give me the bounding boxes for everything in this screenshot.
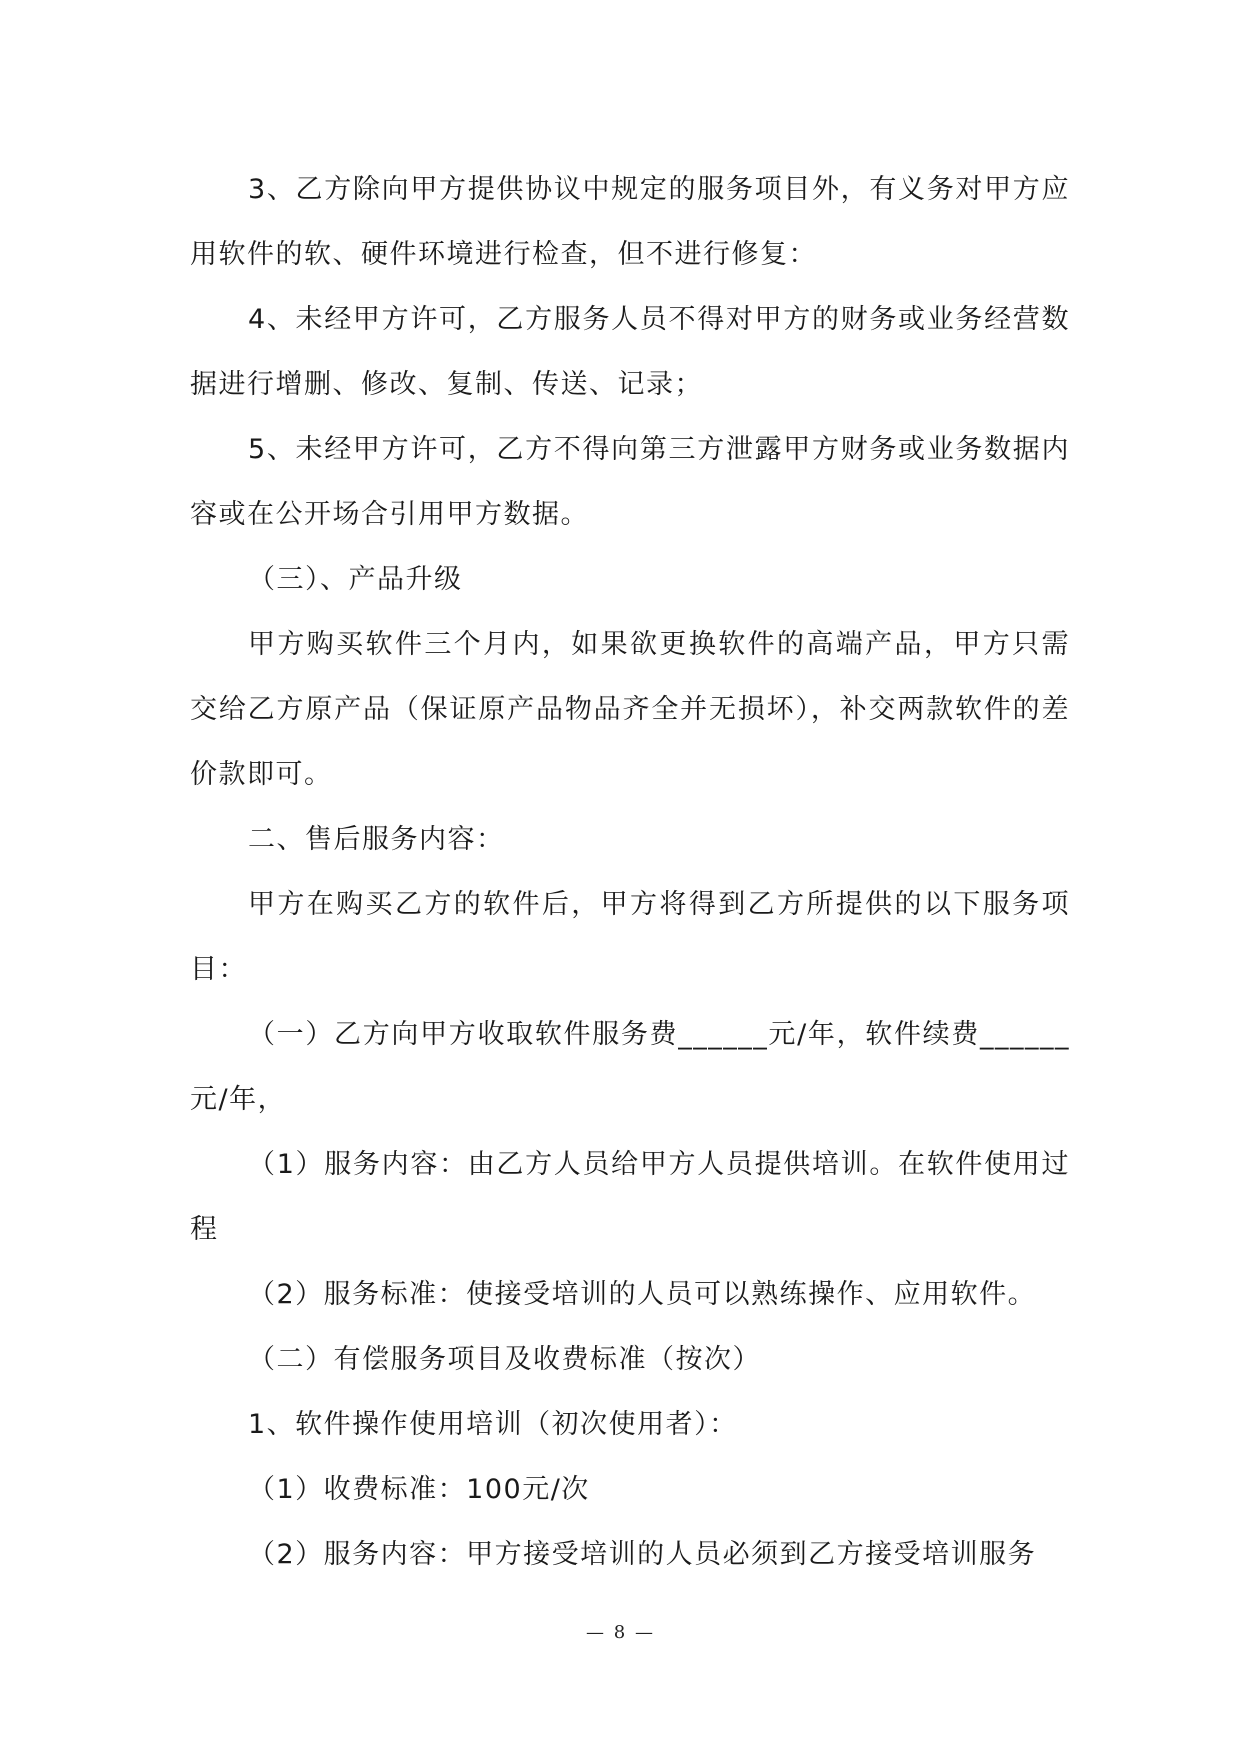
section-heading-paid-services: （二）有偿服务项目及收费标准（按次） xyxy=(248,1344,761,1375)
document-body xyxy=(190,157,1070,1587)
section-heading-product-upgrade: （三）、产品升级 xyxy=(248,564,463,595)
paragraph-clause-5: 5、未经甲方许可，乙方不得向第三方泄露甲方财务或业务数据内容或在公开场合引用甲方数据。 xyxy=(190,434,1070,530)
paragraph-service-standard: （2）服务标准：使接受培训的人员可以熟练操作、应用软件。 xyxy=(248,1279,1037,1310)
paragraph-upgrade-terms: 甲方购买软件三个月内，如果欲更换软件的高端产品，甲方只需交给乙方原产品（保证原产品物品齐全并无损坏），补交两款软件的差价款即可。 xyxy=(190,629,1070,790)
paragraph-service-intro: 甲方在购买乙方的软件后，甲方将得到乙方所提供的以下服务项目： xyxy=(190,889,1070,985)
paragraph-service-fee: （一）乙方向甲方收取软件服务费______元/年，软件续费______元/年， xyxy=(190,1019,1070,1115)
page-number: — 8 — xyxy=(586,1622,655,1643)
section-heading-after-sales: 二、售后服务内容： xyxy=(248,824,505,855)
paragraph-clause-4: 4、未经甲方许可，乙方服务人员不得对甲方的财务或业务经营数据进行增删、修改、复制、传送、记录； xyxy=(190,304,1070,400)
paragraph-training-item: 1、软件操作使用培训（初次使用者）： xyxy=(248,1409,738,1440)
paragraph-clause-3: 3、乙方除向甲方提供协议中规定的服务项目外，有义务对甲方应用软件的软、硬件环境进行检查，但不进行修复： xyxy=(190,174,1070,270)
paragraph-training-content: （2）服务内容：甲方接受培训的人员必须到乙方接受培训服务 xyxy=(248,1539,1037,1570)
paragraph-fee-standard: （1）收费标准：100元/次 xyxy=(248,1474,590,1505)
paragraph-service-content: （1）服务内容：由乙方人员给甲方人员提供培训。在软件使用过程 xyxy=(190,1149,1070,1245)
